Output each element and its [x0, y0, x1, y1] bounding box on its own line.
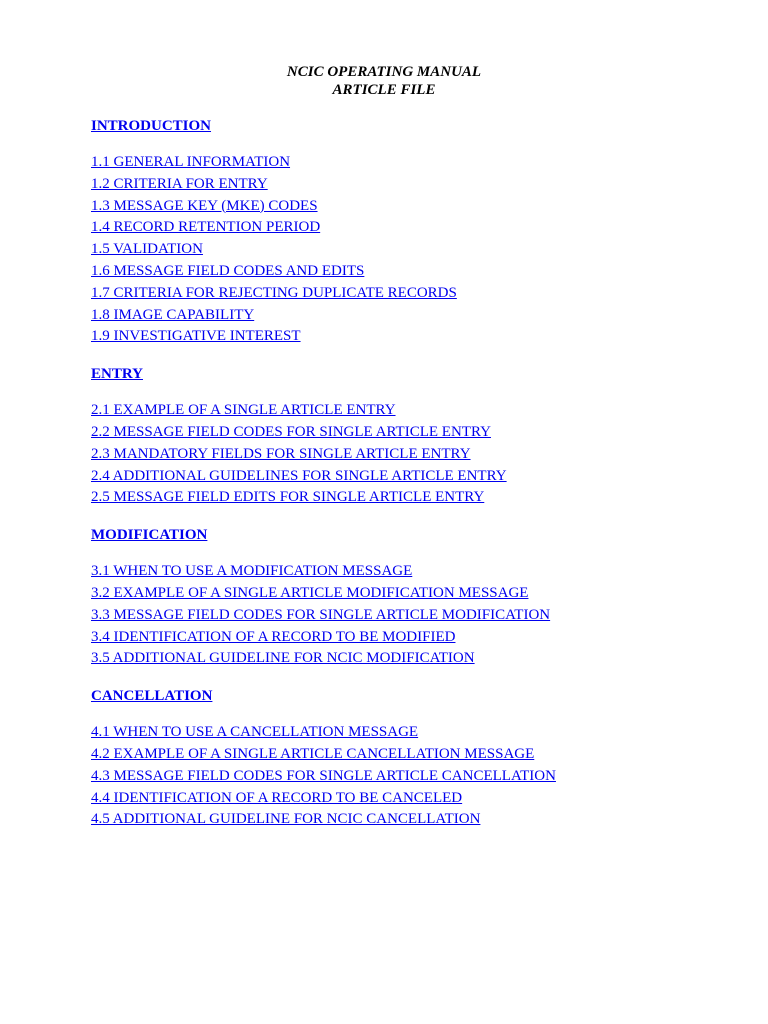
toc-item-link[interactable]: 1.3 MESSAGE KEY (MKE) CODES — [91, 197, 318, 214]
toc-item-link[interactable]: 4.5 ADDITIONAL GUIDELINE FOR NCIC CANCELLATION — [91, 811, 481, 828]
toc-item-link[interactable]: 1.4 RECORD RETENTION PERIOD — [91, 219, 321, 236]
toc-section-cancellation — [91, 686, 711, 831]
toc-item-link[interactable]: 4.2 EXAMPLE OF A SINGLE ARTICLE CANCELLATION MESSAGE — [91, 745, 535, 762]
toc-item-link[interactable]: 2.4 ADDITIONAL GUIDELINES FOR SINGLE ARTICLE ENTRY — [91, 467, 507, 484]
toc-heading-link-modification[interactable]: MODIFICATION — [91, 527, 208, 544]
toc-item-link[interactable]: 3.3 MESSAGE FIELD CODES FOR SINGLE ARTICLE MODIFICATION — [91, 606, 551, 623]
toc-item-list — [91, 722, 711, 831]
toc-heading-link-cancellation[interactable]: CANCELLATION — [91, 688, 213, 705]
toc-section-introduction — [91, 116, 711, 348]
toc-item-link[interactable]: 1.5 VALIDATION — [91, 241, 203, 258]
toc-heading-link-entry[interactable]: ENTRY — [91, 366, 143, 383]
toc-section-entry — [91, 364, 711, 509]
toc-item-link[interactable]: 4.4 IDENTIFICATION OF A RECORD TO BE CANCELED — [91, 789, 463, 806]
toc-item-link[interactable]: 2.3 MANDATORY FIELDS FOR SINGLE ARTICLE ENTRY — [91, 445, 471, 462]
toc-item-link[interactable]: 3.4 IDENTIFICATION OF A RECORD TO BE MODIFIED — [91, 628, 456, 645]
table-of-contents — [91, 116, 711, 831]
toc-section-modification — [91, 525, 711, 670]
toc-item-link[interactable]: 1.2 CRITERIA FOR ENTRY — [91, 175, 268, 192]
toc-item-list — [91, 561, 711, 670]
toc-item-link[interactable]: 3.5 ADDITIONAL GUIDELINE FOR NCIC MODIFICATION — [91, 650, 475, 667]
toc-item-link[interactable]: 3.2 EXAMPLE OF A SINGLE ARTICLE MODIFICATION MESSAGE — [91, 584, 529, 601]
toc-item-link[interactable]: 2.1 EXAMPLE OF A SINGLE ARTICLE ENTRY — [91, 402, 396, 419]
toc-item-link[interactable]: 4.3 MESSAGE FIELD CODES FOR SINGLE ARTICLE CANCELLATION — [91, 767, 556, 784]
toc-item-list — [91, 152, 711, 348]
toc-item-link[interactable]: 1.9 INVESTIGATIVE INTEREST — [91, 328, 301, 345]
toc-heading-link-introduction[interactable]: INTRODUCTION — [91, 118, 212, 134]
toc-item-link[interactable]: 1.1 GENERAL INFORMATION — [91, 154, 291, 170]
toc-item-list — [91, 400, 711, 509]
title-line-file: ARTICLE FILE — [332, 82, 436, 98]
toc-item-link[interactable]: 2.5 MESSAGE FIELD EDITS FOR SINGLE ARTICLE ENTRY — [91, 489, 485, 506]
toc-item-link[interactable]: 1.8 IMAGE CAPABILITY — [91, 306, 255, 323]
title-line-manual: NCIC OPERATING MANUAL — [286, 64, 482, 80]
toc-item-link[interactable]: 2.2 MESSAGE FIELD CODES FOR SINGLE ARTICLE ENTRY — [91, 423, 491, 440]
document-title — [0, 63, 768, 99]
toc-item-link[interactable]: 3.1 WHEN TO USE A MODIFICATION MESSAGE — [91, 563, 413, 580]
toc-item-link[interactable]: 1.6 MESSAGE FIELD CODES AND EDITS — [91, 262, 365, 279]
toc-item-link[interactable]: 4.1 WHEN TO USE A CANCELLATION MESSAGE — [91, 724, 419, 741]
toc-item-link[interactable]: 1.7 CRITERIA FOR REJECTING DUPLICATE RECORDS — [91, 284, 457, 301]
